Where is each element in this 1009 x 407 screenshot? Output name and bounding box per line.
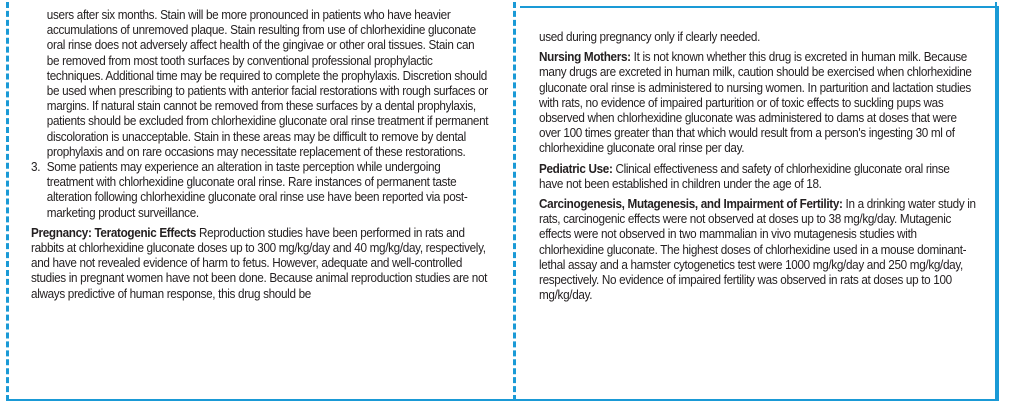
right-column <box>539 30 976 303</box>
panel-border-top <box>520 6 999 8</box>
carcinogenesis-text: In a drinking water study in rats, carcinogenic effects were not observed at doses up to 38 mg/kg/day. Mutagenic effects were not observed in two mammalian in vivo mutagenesis studies with chlorhexidine gluconate. The highest doses of chlorhexidine used in a mouse dominant-lethal assay and a hamster cytogenetics test were 1000 mg/kg/day and 250 mg/kg/day, respectively. No evidence of impaired fertility was observed in rats at doses up to 100 mg/kg/day. <box>539 197 976 303</box>
pediatric-text: Clinical effectiveness and safety of chlorhexidine gluconate oral rinse have not been established in children under the age of 18. <box>539 161 950 191</box>
nursing-section <box>539 50 976 156</box>
cut-line-middle <box>513 2 516 401</box>
pregnancy-text: Reproduction studies have been performed in rats and rabbits at chlorhexidine gluconate doses up to 300 mg/kg/day and 40 mg/kg/day, respectively, and have not revealed evidence of harm to fetus. However, adequate and well-controlled studies in pregnant women have not been done. Because animal reproduction studies are not always predictive of human response, this drug should be <box>31 225 488 301</box>
stain-paragraph: users after six months. Stain will be more pronounced in patients who have heavier accumulations of unremoved plaque. Stain resulting from use of chlorhexidine gluconate oral rinse does not adversely affect health of the gingivae or other oral tissues. Stain can be removed from most tooth surfaces by conventional professional prophylactic techniques. Additional time may be required to complete the prophylaxis. Discretion should be used when prescribing to patients with anterior facial restorations with rough surfaces or margins. If natural stain cannot be removed from these surfaces by a dental prophylaxis, patients should be excluded from chlorhexidine gluconate oral rinse treatment if permanent discoloration is unacceptable. Stain in these areas may be difficult to remove by dental prophylaxis and on rare occasions may necessitate replacement of these restorations. <box>46 8 489 159</box>
nursing-heading: Nursing Mothers: <box>539 50 631 65</box>
nursing-text: It is not known whether this drug is excreted in human milk. Because many drugs are excreted in human milk, caution should be exercised when chlorhexidine gluconate oral rinse is administered to nursing women. In parturition and lactation studies with rats, no evidence of impaired parturition or of toxic effects to suckling pups was observed when chlorhexidine gluconate was administered to dams at doses that were over 100 times greater than that which would result from a person's ingesting 30 ml of chlorhexidine gluconate oral rinse per day. <box>539 50 972 156</box>
pediatric-heading: Pediatric Use: <box>539 161 613 176</box>
pregnancy-heading: Pregnancy: Teratogenic Effects <box>31 225 197 240</box>
list-number: 3. <box>31 160 41 175</box>
pediatric-section <box>539 162 976 192</box>
cut-line-left <box>6 2 9 401</box>
carcinogenesis-heading: Carcinogenesis, Mutagenesis, and Impairment of Fertility: <box>539 197 843 212</box>
panel-border-right <box>997 6 999 401</box>
list-item-text: Some patients may experience an alteration in taste perception while undergoing treatment with chlorhexidine gluconate oral rinse. Rare instances of permanent taste alteration following chlorhexidine gluconate oral rinse use have been reported via post-marketing product surveillance. <box>46 160 468 220</box>
pregnancy-continued: used during pregnancy only if clearly needed. <box>539 30 761 44</box>
list-item-3 <box>31 160 489 221</box>
left-column <box>31 8 489 302</box>
pregnancy-section <box>31 226 489 302</box>
carcinogenesis-section <box>539 197 976 303</box>
